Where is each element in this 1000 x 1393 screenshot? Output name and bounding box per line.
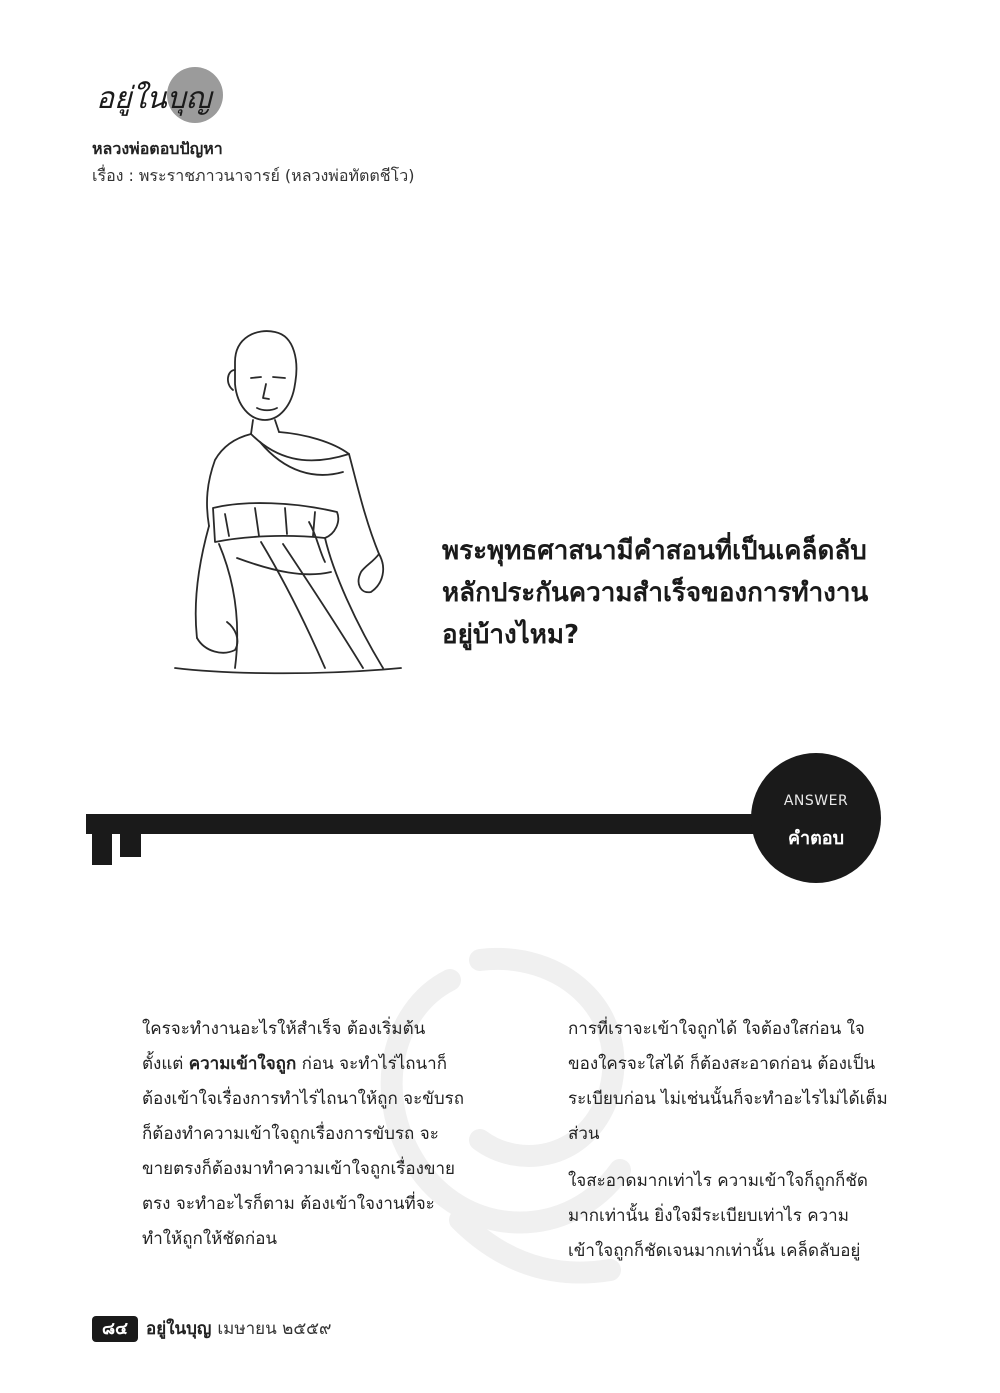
question-line: พระพุทธศาสนามีคำสอนที่เป็นเคล็ดลับ	[442, 536, 867, 566]
column-title: หลวงพ่อตอบปัญหา	[92, 139, 223, 158]
byline-label: เรื่อง	[92, 166, 124, 185]
byline	[92, 164, 414, 189]
logo-lettering: อยู่ในบุญ	[96, 81, 212, 116]
answer-label-english: ANSWER	[783, 793, 849, 809]
page-number: ๘๔	[92, 1316, 138, 1342]
body-paragraph: การที่เราจะเข้าใจถูกได้ ใจต้องใสก่อน ใจของใครจะใสได้ ก็ต้องสะอาดก่อน ต้องเป็นระเบียบก่อน ไม่เช่นนั้นก็จะทำอะไรไม่ได้เต็มส่วน	[568, 1019, 888, 1144]
magazine-logo	[92, 64, 232, 126]
question-line: หลักประกันความสำเร็จของการทำงาน	[442, 578, 869, 608]
answer-label-thai: คำตอบ	[787, 828, 845, 849]
key-tooth	[120, 830, 141, 857]
footer-magazine-name: อยู่ในบุญ	[145, 1319, 212, 1339]
byline-author: พระราชภาวนาจารย์ (หลวงพ่อทัตตชีโว)	[138, 166, 415, 185]
body-text: ก่อน จะทำไร่ไถนาก็ต้องเข้าใจเรื่องการทำไร่ไถนาให้ถูก จะขับรถก็ต้องทำความเข้าใจถูกเรื่องการขับรถ จะขายตรงก็ต้องมาทำความเข้าใจถูกเรื่องขายตรง จะทำอะไรก็ตาม ต้องเข้าใจงานที่จะทำให้ถูกให้ชัดก่อน	[142, 1054, 465, 1249]
key-tooth	[92, 830, 112, 865]
body-column-left	[80, 1012, 466, 1257]
footer-issue-date: เมษายน ๒๕๕๙	[217, 1319, 332, 1339]
body-paragraph	[80, 1012, 466, 1257]
body-text: ใครจะทำงานอะไรให้สำเร็จ ต้องเริ่มต้นตั้งแต่	[142, 1019, 426, 1074]
question-line: อยู่บ้างไหม?	[442, 620, 580, 650]
body-text-bold: ความเข้าใจถูก	[188, 1054, 297, 1074]
body-column-right	[506, 1012, 892, 1269]
answer-badge	[751, 753, 881, 883]
question-heading	[442, 530, 912, 656]
byline-separator: :	[128, 166, 134, 185]
key-divider-bar	[86, 814, 776, 834]
monk-portrait-illustration	[165, 322, 410, 690]
page-footer	[92, 1315, 332, 1341]
body-paragraph: ใจสะอาดมากเท่าไร ความเข้าใจก็ถูกก็ชัดมากเท่านั้น ยิ่งใจมีระเบียบเท่าไร ความเข้าใจถูกก็ชัดเจนมากเท่านั้น เคล็ดลับอยู่	[568, 1171, 868, 1261]
